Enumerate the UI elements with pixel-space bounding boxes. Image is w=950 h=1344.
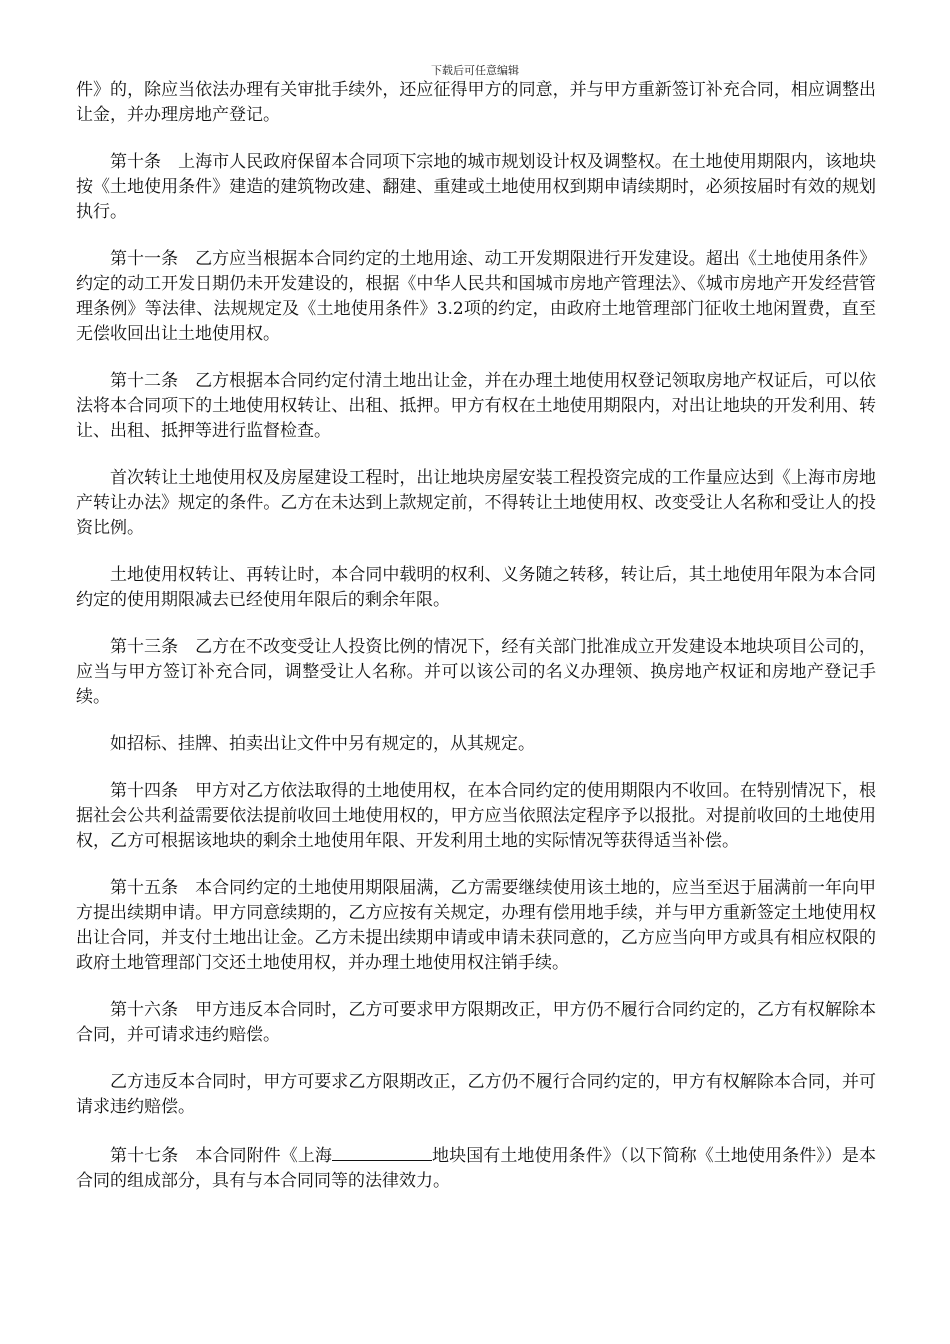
article-16: 第十六条 甲方违反本合同时，乙方可要求甲方限期改正，甲方仍不履行合同约定的，乙方有权解除本合同，并可请求违约赔偿。 <box>76 1000 876 1045</box>
article-15: 第十五条 本合同约定的土地使用期限届满，乙方需要继续使用该土地的，应当至迟于届满前一年向甲方提出续期申请。甲方同意续期的，乙方应按有关规定，办理有偿用地手续，并与甲方重新签定土地使用权出让合同，并支付土地出让金。乙方未提出续期申请或申请未获同意的，乙方应当向甲方或具有相应权限的政府土地管理部门交还土地使用权，并办理土地使用权注销手续。 <box>76 878 876 973</box>
fill-in-blank <box>332 1142 432 1161</box>
article-11: 第十一条 乙方应当根据本合同约定的土地用途、动工开发期限进行开发建设。超出《土地使用条件》约定的动工开发日期仍未开发建设的，根据《中华人民共和国城市房地产管理法》、《城市房地产开发经营管理条例》等法律、法规规定及《土地使用条件》3.2项的约定，由政府土地管理部门征收土地闲置费，直至无偿收回出让土地使用权。 <box>76 249 876 344</box>
article-13: 第十三条 乙方在不改变受让人投资比例的情况下，经有关部门批准成立开发建设本地块项目公司的，应当与甲方签订补充合同，调整受让人名称。并可以该公司的名义办理领、换房地产权证和房地产登记手续。 <box>76 637 876 707</box>
article-13-clause-2: 如招标、挂牌、拍卖出让文件中另有规定的，从其规定。 <box>110 734 535 754</box>
article-17 <box>76 1142 876 1194</box>
article-12-clause-3: 土地使用权转让、再转让时，本合同中载明的权利、义务随之转移，转让后，其土地使用年限为本合同约定的使用期限减去已经使用年限后的剩余年限。 <box>76 565 876 610</box>
article-17-text-end: 地块国有土地使用条件》（以下简称《土地使用条件》）是本合同的组成部分，具有与本合同同等的法律效力。 <box>76 1146 877 1191</box>
article-12-clause-2: 首次转让土地使用权及房屋建设工程时，出让地块房屋安装工程投资完成的工作量应达到《上海市房地产转让办法》规定的条件。乙方在未达到上款规定前，不得转让土地使用权、改变受让人名称和受让人的投资比例。 <box>76 468 876 538</box>
article-16-clause-2: 乙方违反本合同时，甲方可要求乙方限期改正，乙方仍不履行合同约定的，甲方有权解除本合同，并可请求违约赔偿。 <box>76 1072 876 1117</box>
article-10: 第十条 上海市人民政府保留本合同项下宗地的城市规划设计权及调整权。在土地使用期限内，该地块按《土地使用条件》建造的建筑物改建、翻建、重建或土地使用权到期申请续期时，必须按届时有效的规划执行。 <box>76 152 876 222</box>
article-17-text-start: 第十七条 本合同附件《上海 <box>110 1146 332 1166</box>
document-body <box>76 78 876 1216</box>
page-header: 下载后可任意编辑 <box>431 64 519 77</box>
paragraph-continuation: 件》的，除应当依法办理有关审批手续外，还应征得甲方的同意，并与甲方重新签订补充合同，相应调整出让金，并办理房地产登记。 <box>76 80 876 125</box>
article-14: 第十四条 甲方对乙方依法取得的土地使用权，在本合同约定的使用期限内不收回。在特别情况下，根据社会公共利益需要依法提前收回土地使用权的，甲方应当依照法定程序予以报批。对提前收回的土地使用权，乙方可根据该地块的剩余土地使用年限、开发利用土地的实际情况等获得适当补偿。 <box>76 781 876 851</box>
article-12: 第十二条 乙方根据本合同约定付清土地出让金，并在办理土地使用权登记领取房地产权证后，可以依法将本合同项下的土地使用权转让、出租、抵押。甲方有权在土地使用期限内，对出让地块的开发利用、转让、出租、抵押等进行监督检查。 <box>76 371 876 441</box>
